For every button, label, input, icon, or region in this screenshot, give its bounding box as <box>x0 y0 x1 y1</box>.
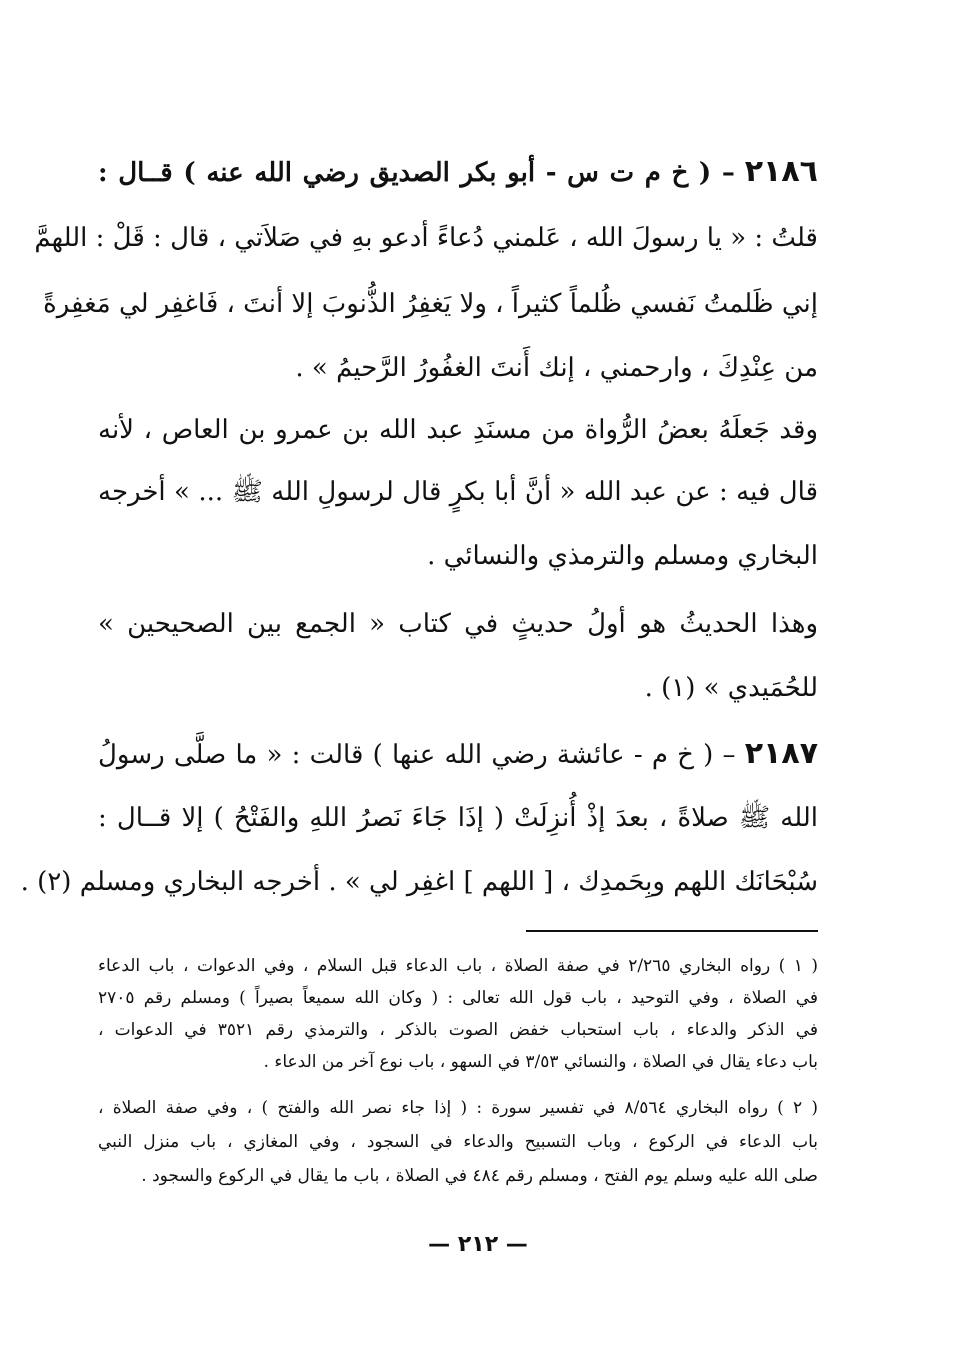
hadith-2186-line-8: وهذا الحديثُ هو أولُ حديثٍ في كتاب « الجمع بين الصحيحين » <box>98 609 818 639</box>
footnote-1-line-1: ( ١ ) رواه البخاري ٢/٢٦٥ في صفة الصلاة ، باب الدعاء قبل السلام ، وفي الدعوات ، باب الدعاء <box>98 956 818 976</box>
footnote-1-line-4: باب دعاء يقال في الصلاة ، والنسائي ٣/٥٣ في السهو ، باب نوع آخر من الدعاء . <box>263 1052 818 1072</box>
hadith-2186-line-6: قال فيه : عن عبد الله « أنَّ أبا بكرٍ قال لرسولِ الله ﷺ ... » أخرجه <box>98 477 818 507</box>
footnote-2-line-3: صلى الله عليه وسلم يوم الفتح ، ومسلم رقم ٤٨٤ في الصلاة ، باب ما يقال في الركوع والسجود . <box>141 1166 818 1186</box>
hadith-2187-line-3: سُبْحَانَك اللهم وبِحَمدِك ، [ اللهم ] اغفِر لي » . أخرجه البخاري ومسلم (٢) . <box>20 867 818 897</box>
hadith-2186-number: ٢١٨٦ <box>744 154 818 189</box>
footnote-1-line-2: في الصلاة ، وفي التوحيد ، باب قول الله تعالى : ( وكان الله سميعاً بصيراً ) ومسلم رقم ٢٧٠٥ <box>98 988 818 1008</box>
hadith-2186-line-2: قلتُ : « يا رسولَ الله ، عَلمني دُعاءً أدعو بهِ في صَلاَتي ، قال : قَلْ : اللهمَّ <box>34 223 818 253</box>
hadith-2186-header: – ( خ م ت س - أبو بكر الصديق رضي الله عنه ) قــال : <box>98 158 735 188</box>
hadith-2186-line-1 <box>98 150 818 194</box>
footnote-2-line-1: ( ٢ ) رواه البخاري ٨/٥٦٤ في تفسير سورة : ( إذا جاء نصر الله والفتح ) ، وفي صفة الصلاة ، <box>98 1098 819 1118</box>
footnote-2-line-2: باب الدعاء في الركوع ، وباب التسبيح والدعاء في السجود ، وفي المغازي ، باب منزل النبي <box>98 1132 818 1152</box>
hadith-2186-line-5: وقد جَعلَهُ بعضُ الرُّواة من مسنَدِ عبد الله بن عمرو بن العاص ، لأنه <box>98 415 818 445</box>
hadith-2186-line-3: إني ظَلمتُ نَفسي ظُلماً كثيراً ، ولا يَغفِرُ الذُّنوبَ إلا أنتَ ، فَاغفِر لي مَغفِرةً <box>43 289 818 319</box>
footnote-1-line-3: في الذكر والدعاء ، باب استحباب خفض الصوت بالذكر ، والترمذي رقم ٣٥٢١ في الدعوات ، <box>98 1020 818 1040</box>
hadith-2187-line-1 <box>98 732 818 776</box>
page-number: — ٢١٢ — <box>428 1232 528 1257</box>
hadith-2186-line-9: للحُمَيدي » (١) . <box>644 673 818 703</box>
footnote-divider <box>526 930 818 932</box>
hadith-2187-number: ٢١٨٧ <box>744 736 819 771</box>
hadith-2187-header: – ( خ م - عائشة رضي الله عنها ) قالت : « ما صلَّى رسولُ <box>98 740 736 770</box>
hadith-2186-line-4: من عِنْدِكَ ، وارحمني ، إنك أَنتَ الغفُورُ الرَّحيمُ » . <box>295 353 818 383</box>
hadith-2187-line-2: الله ﷺ صلاةً ، بعدَ إذْ أُنزِلَتْ ( إذَا جَاءَ نَصرُ اللهِ والفَتْحُ ) إلا قــال : <box>98 803 818 833</box>
hadith-2186-line-7: البخاري ومسلم والترمذي والنسائي . <box>427 541 818 571</box>
